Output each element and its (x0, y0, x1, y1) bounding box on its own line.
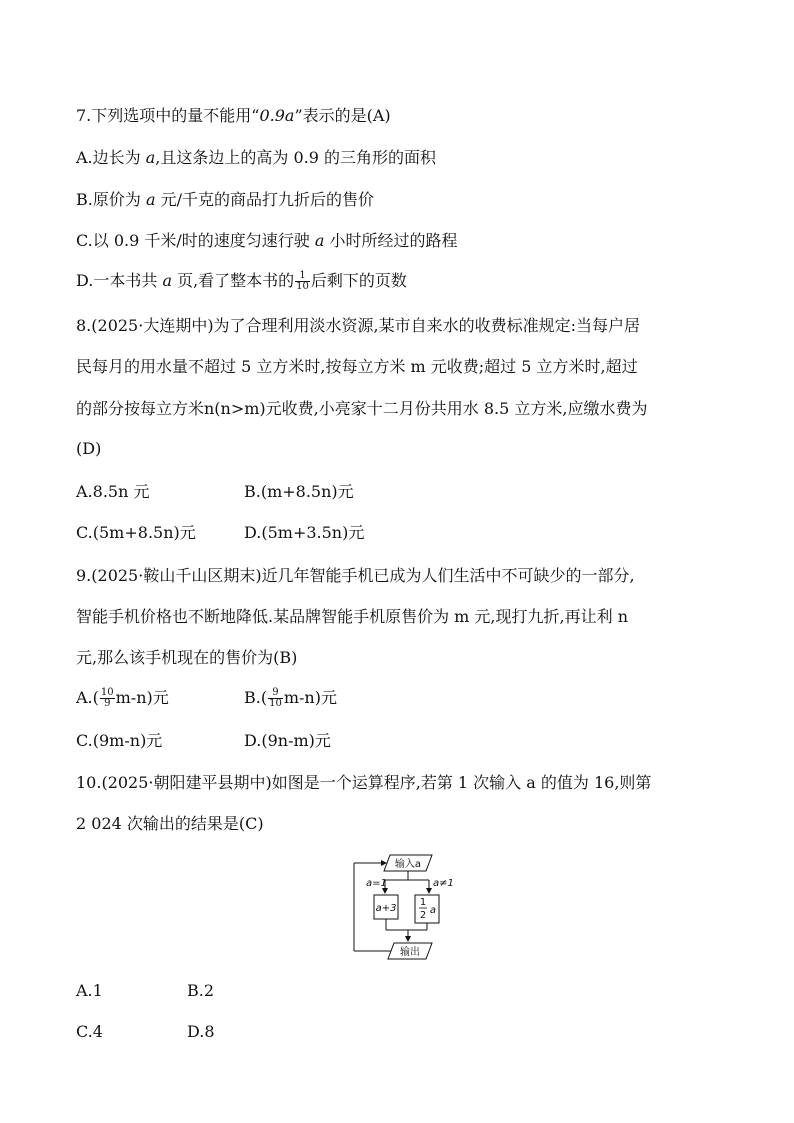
q9-opt-a-post: m-n)元 (115, 688, 169, 707)
q9-opt-b-pre: B.( (244, 688, 268, 707)
q7-opt-b-text: B.原价为 (76, 190, 146, 209)
q7-opt-d-fraction (295, 271, 310, 292)
q7-opt-a-text2: ,且这条边上的高为 0.9 的三角形的面积 (155, 148, 436, 167)
flow-box-right-var: a (429, 905, 437, 916)
q7-opt-c-text: C.以 0.9 千米/时的速度匀速行驶 (76, 231, 315, 250)
q7-opt-d-var: a (162, 271, 172, 290)
q9-option-a (76, 688, 169, 709)
q10-flowchart (352, 852, 462, 964)
q8-option-b: B.(m+8.5n)元 (244, 482, 354, 501)
q7-opt-c-text2: 小时所经过的路程 (324, 231, 458, 250)
q8-line-3: 的部分按每立方米n(n>m)元收费,小亮家十二月份共用水 8.5 立方米,应缴水费为 (76, 399, 648, 418)
q7-stem-expr: 0.9a (259, 106, 295, 125)
q7-option-b (76, 190, 374, 210)
q7-opt-b-text2: 元/千克的商品打九折后的售价 (155, 190, 374, 209)
q10-line-1: 10.(2025·朝阳建平县期中)如图是一个运算程序,若第 1 次输入 a 的值为 16,则第 (76, 773, 652, 792)
q7-option-a (76, 148, 436, 168)
flow-box-right-den: 2 (419, 910, 427, 921)
q9-opt-a-pre: A.( (76, 688, 99, 707)
q10-line-2: 2 024 次输出的结果是(C) (76, 814, 264, 833)
q9-line-3: 元,那么该手机现在的售价为(B) (76, 648, 298, 667)
q9-option-d: D.(9n-m)元 (244, 731, 331, 750)
q7-opt-d-text: D.一本书共 (76, 271, 163, 290)
flow-input-label: 输入a (394, 859, 422, 870)
q9-opt-a-fraction (100, 688, 115, 709)
q8-answer: (D) (76, 439, 102, 458)
q10-option-d: D.8 (187, 1022, 215, 1041)
q9-opt-a-den: 9 (104, 698, 111, 709)
q7-opt-a-text: A.边长为 (76, 148, 146, 167)
q7-stem-text-a: 7.下列选项中的量不能用“ (76, 106, 260, 125)
flow-box-left-label: a+3 (375, 903, 397, 914)
q9-opt-b-num: 9 (268, 688, 283, 699)
q7-frac-num: 1 (295, 271, 310, 282)
q8-option-a: A.8.5n 元 (76, 482, 150, 501)
q7-frac-den: 10 (296, 281, 309, 292)
q8-line-2: 民每月的用水量不超过 5 立方米时,按每立方米 m 元收费;超过 5 立方米时,超过 (76, 357, 638, 376)
q10-option-b: B.2 (187, 981, 215, 1000)
q7-stem-text-b: ”表示的是(A) (294, 106, 391, 125)
q9-line-2: 智能手机价格也不断地降低.某品牌智能手机原售价为 m 元,现打九折,再让利 n (76, 607, 628, 626)
q9-option-c: C.(9m-n)元 (76, 731, 163, 750)
q7-opt-d-text3: 后剩下的页数 (310, 271, 407, 290)
q9-opt-b-den: 10 (269, 698, 282, 709)
q9-opt-a-num: 10 (100, 687, 114, 698)
flow-cond-right: a≠1 (433, 878, 454, 889)
q8-option-c: C.(5m+8.5n)元 (76, 523, 196, 542)
q7-option-d (76, 271, 407, 292)
q9-opt-b-post: m-n)元 (283, 688, 337, 707)
q7-opt-a-var: a (145, 148, 156, 167)
flow-output-label: 输出 (400, 947, 420, 958)
q9-line-1: 9.(2025·鞍山千山区期末)近几年智能手机已成为人们生活中不可缺少的一部分, (76, 566, 635, 585)
q10-option-a: A.1 (76, 981, 103, 1000)
q8-line-1: 8.(2025·大连期中)为了合理利用淡水资源,某市自来水的收费标准规定:当每户居 (76, 316, 641, 335)
flow-cond-left: a=1 (366, 878, 387, 889)
flowchart-svg (352, 852, 462, 964)
q7-option-c (76, 231, 458, 251)
flow-box-right-num: 1 (419, 897, 427, 908)
q7-opt-b-var: a (145, 190, 156, 209)
q9-option-b (244, 688, 337, 709)
q7-stem (76, 106, 391, 126)
q9-opt-b-fraction (268, 688, 283, 709)
q10-option-c: C.4 (76, 1022, 103, 1041)
q7-opt-c-var: a (314, 231, 325, 250)
q7-opt-d-text2: 页,看了整本书的 (171, 271, 295, 290)
q8-option-d: D.(5m+3.5n)元 (244, 523, 365, 542)
